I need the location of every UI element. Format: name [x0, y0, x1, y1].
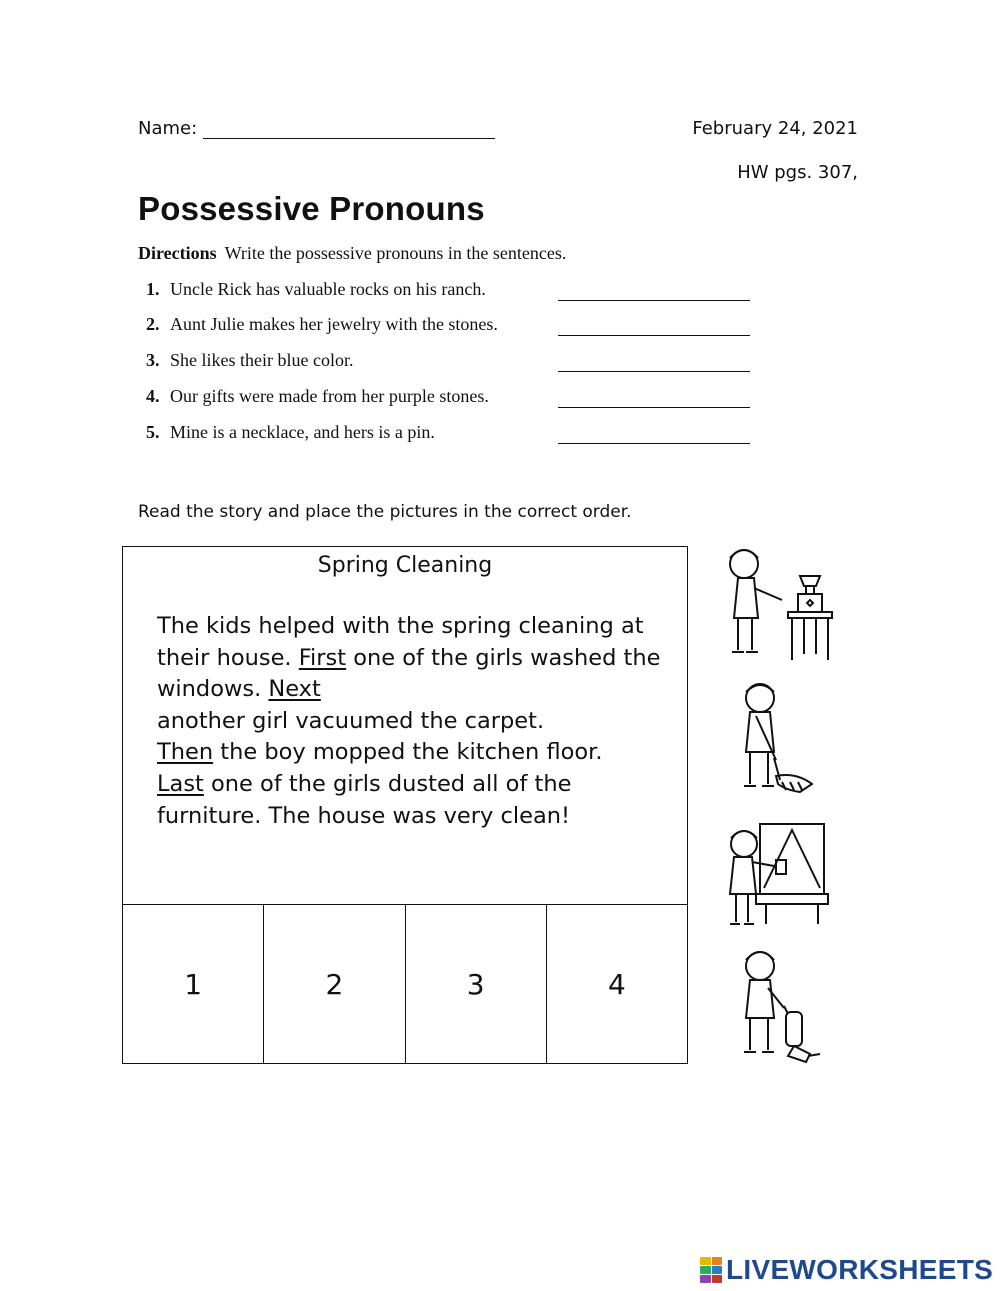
question-text: Aunt Julie makes her jewelry with the stones.	[170, 314, 498, 334]
story-title: Spring Cleaning	[317, 553, 493, 578]
sequence-word-then: Then	[157, 739, 214, 766]
order-box-3[interactable]: 3	[406, 905, 547, 1063]
order-box-1[interactable]: 1	[123, 905, 264, 1063]
directions	[138, 243, 566, 264]
question-row	[146, 386, 756, 410]
name-field	[138, 118, 495, 139]
answer-blank[interactable]	[558, 325, 750, 336]
story-ending: The house was very clean!	[268, 802, 571, 829]
answer-blank[interactable]	[558, 397, 750, 408]
story-sentence: one of the girls dusted all of the furniture.	[157, 770, 572, 829]
directions-label: Directions	[138, 243, 217, 263]
girl-washing-window-icon	[716, 818, 846, 940]
name-blank[interactable]	[203, 120, 495, 139]
story-sentence: the boy mopped the kitchen floor.	[220, 739, 603, 766]
date: February 24, 2021	[692, 118, 858, 139]
picture-girl-dusting[interactable]	[716, 542, 846, 660]
answer-blank[interactable]	[558, 361, 750, 372]
question-number: 4.	[146, 386, 160, 406]
sequence-word-first: First	[298, 644, 347, 671]
answer-blank[interactable]	[558, 290, 750, 301]
order-box-4[interactable]: 4	[607, 967, 626, 1001]
page-title: Possessive Pronouns	[138, 190, 485, 227]
question-number: 1.	[146, 279, 160, 299]
question-number: 3.	[146, 350, 160, 370]
homework-pages: HW pgs. 307,	[737, 162, 858, 183]
order-row	[123, 905, 687, 1063]
question-row	[146, 314, 756, 338]
answer-blank[interactable]	[558, 433, 750, 444]
story-instruction: Read the story and place the pictures in the correct order.	[138, 502, 632, 522]
question-row	[146, 279, 756, 303]
sequence-word-last: Last	[157, 770, 204, 797]
story-sentence: one of the girls washed the windows.	[157, 644, 661, 703]
question-number: 2.	[146, 314, 160, 334]
name-label: Name:	[138, 118, 198, 139]
question-row	[146, 350, 756, 374]
logo-mark-icon	[700, 1257, 722, 1283]
picture-girl-vacuuming[interactable]	[716, 946, 846, 1064]
story-body	[157, 611, 667, 832]
question-row	[146, 422, 756, 446]
story-intro: The kids helped with the spring cleaning at their house.	[157, 613, 644, 671]
story-box	[122, 546, 688, 1064]
question-number: 5.	[146, 422, 160, 442]
question-text: Our gifts were made from her purple stones.	[170, 386, 489, 406]
boy-mopping-icon	[716, 676, 846, 798]
question-text: She likes their blue color.	[170, 350, 354, 370]
liveworksheets-logo	[700, 1255, 993, 1285]
logo-text: LIVEWORKSHEETS	[726, 1254, 994, 1285]
directions-text: Write the possessive pronouns in the sentences.	[224, 243, 567, 263]
sequence-word-next: Next	[268, 676, 321, 703]
order-box-2[interactable]: 2	[264, 905, 405, 1063]
question-text: Mine is a necklace, and hers is a pin.	[170, 422, 435, 442]
picture-girl-washing-window[interactable]	[716, 818, 846, 936]
question-text: Uncle Rick has valuable rocks on his ranch.	[170, 279, 486, 299]
story-text-area	[123, 547, 687, 905]
story-sentence: another girl vacuumed the carpet.	[157, 707, 545, 734]
girl-vacuuming-icon	[716, 946, 846, 1068]
girl-dusting-icon	[716, 542, 846, 664]
picture-boy-mopping[interactable]	[716, 676, 846, 794]
